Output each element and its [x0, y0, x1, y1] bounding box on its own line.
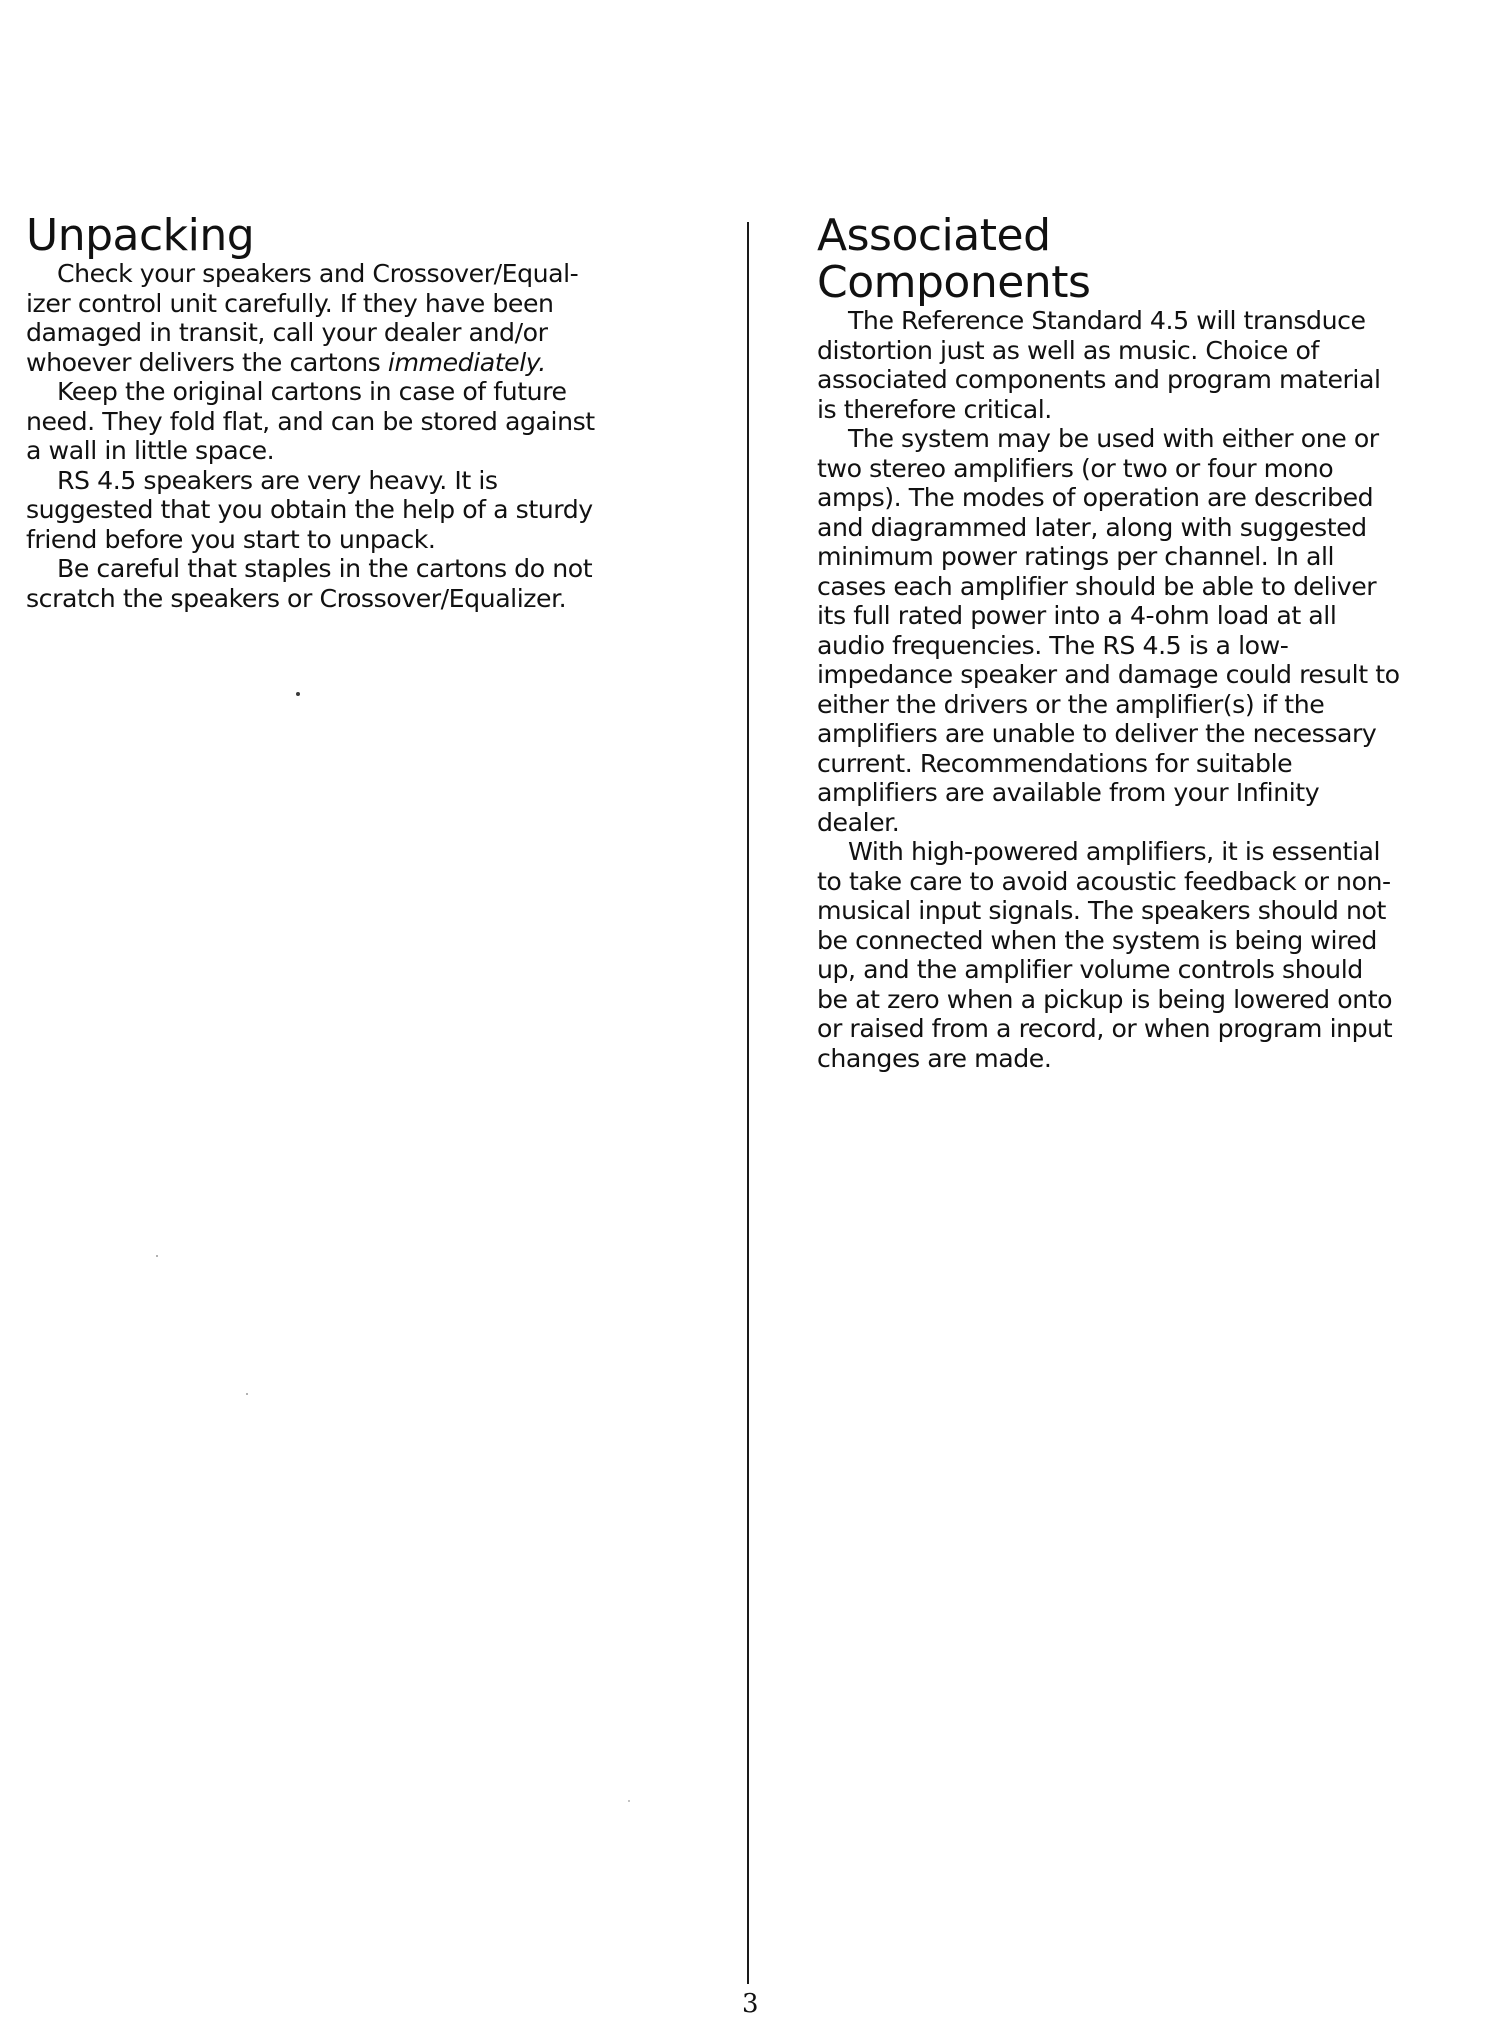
text-line: [26, 407, 666, 437]
text-line-content: With high-powered amplifiers, it is essential: [848, 837, 1381, 866]
text-line: [817, 513, 1457, 543]
associated-components-body: [817, 306, 1457, 1073]
text-line: [817, 424, 1457, 454]
text-line: [26, 525, 666, 555]
text-line: [817, 660, 1457, 690]
text-line: [26, 554, 666, 584]
text-line-content: up, and the amplifier volume controls should: [817, 955, 1363, 984]
scan-speck: [628, 1800, 630, 1802]
text-line-content: The system may be used with either one or: [848, 424, 1379, 453]
text-line: [26, 377, 666, 407]
text-line-content: its full rated power into a 4-ohm load at all: [817, 601, 1337, 630]
text-line-content: RS 4.5 speakers are very heavy. It is: [57, 465, 498, 495]
text-line: [817, 542, 1457, 572]
text-line: [817, 690, 1457, 720]
unpacking-body: [26, 259, 666, 613]
text-line: [817, 896, 1457, 926]
text-line-content: suggested that you obtain the help of a sturdy: [26, 495, 593, 524]
text-line-content: current. Recommendations for suitable: [817, 748, 1293, 778]
text-line-content: musical input signals. The speakers should not: [817, 896, 1386, 925]
text-line-content: impedance speaker and damage could result to: [817, 660, 1400, 689]
text-line-content: audio frequencies. The RS 4.5 is a low-: [817, 630, 1289, 660]
associated-components-heading: [817, 212, 1457, 306]
text-line-content: damaged in transit, call your dealer and/or: [26, 318, 548, 347]
text-line-content: is therefore critical.: [817, 394, 1052, 424]
text-line: [817, 1044, 1457, 1074]
text-line: [817, 985, 1457, 1015]
text-line-content: associated components and program material: [817, 365, 1381, 394]
text-line-content: and diagrammed later, along with suggested: [817, 512, 1367, 542]
text-line-content: to take care to avoid acoustic feedback or non-: [817, 866, 1391, 896]
text-line: [817, 926, 1457, 956]
text-line-content: The Reference Standard 4.5 will transduce: [848, 306, 1366, 335]
text-line: [817, 1014, 1457, 1044]
text-line-content: amps). The modes of operation are described: [817, 483, 1374, 512]
unpacking-section: [26, 212, 666, 613]
text-line-content: a wall in little space.: [26, 436, 275, 465]
text-line: [26, 436, 666, 466]
text-line: [26, 318, 666, 348]
associated-components-section: [817, 212, 1457, 1073]
text-line: [817, 867, 1457, 897]
page-number: 3: [742, 1989, 759, 2019]
text-line: [817, 395, 1457, 425]
text-line-content: changes are made.: [817, 1043, 1052, 1073]
text-line: [817, 778, 1457, 808]
text-line-content: need. They fold flat, and can be stored against: [26, 406, 595, 436]
text-line: [817, 955, 1457, 985]
text-line-content: Check your speakers and Crossover/Equal-: [57, 259, 579, 288]
scan-speck: [156, 1255, 158, 1257]
text-line: [26, 259, 666, 289]
text-line: [26, 289, 666, 319]
text-line: [26, 466, 666, 496]
text-line-content: be at zero when a pickup is being lowered onto: [817, 984, 1393, 1014]
text-line: [817, 483, 1457, 513]
unpacking-heading: Unpacking: [26, 210, 255, 261]
text-line: [26, 495, 666, 525]
column-divider: [747, 222, 749, 1984]
scan-speck: [296, 692, 300, 696]
text-line: [817, 572, 1457, 602]
text-line: [817, 749, 1457, 779]
text-line: [817, 601, 1457, 631]
text-line: [817, 365, 1457, 395]
text-line: [26, 348, 666, 378]
text-line: [817, 837, 1457, 867]
text-line: [817, 454, 1457, 484]
text-line-content: amplifiers are unable to deliver the necessary: [817, 719, 1377, 748]
text-line: [817, 808, 1457, 838]
text-line-content: be connected when the system is being wired: [817, 925, 1377, 955]
text-line-content: cases each amplifier should be able to deliver: [817, 571, 1377, 601]
text-line-content: minimum power ratings per channel. In all: [817, 542, 1335, 571]
text-line-content: two stereo amplifiers (or two or four mono: [817, 453, 1334, 483]
text-line-content: Be careful that staples in the cartons do not: [57, 554, 593, 583]
text-line: [26, 584, 666, 614]
text-line-content: whoever delivers the cartons: [26, 347, 388, 377]
text-line-content: scratch the speakers or Crossover/Equalizer.: [26, 583, 567, 613]
heading-line: Components: [817, 257, 1091, 308]
text-line-content: either the drivers or the amplifier(s) if the: [817, 689, 1325, 719]
text-line: [817, 719, 1457, 749]
text-line-content: Keep the original cartons in case of future: [57, 377, 567, 406]
emphasized-word: immediately.: [387, 347, 546, 377]
text-line-content: distortion just as well as music. Choice of: [817, 335, 1319, 365]
text-line-content: dealer.: [817, 807, 900, 837]
text-line: [817, 336, 1457, 366]
text-line-content: or raised from a record, or when program input: [817, 1014, 1393, 1043]
text-line-content: amplifiers are available from your Infinity: [817, 778, 1320, 807]
scan-speck: [246, 1393, 248, 1395]
text-line: [817, 631, 1457, 661]
heading-line: Associated: [817, 210, 1051, 261]
text-line-content: friend before you start to unpack.: [26, 524, 436, 554]
text-line-content: izer control unit carefully. If they have been: [26, 288, 554, 318]
text-line: [817, 306, 1457, 336]
